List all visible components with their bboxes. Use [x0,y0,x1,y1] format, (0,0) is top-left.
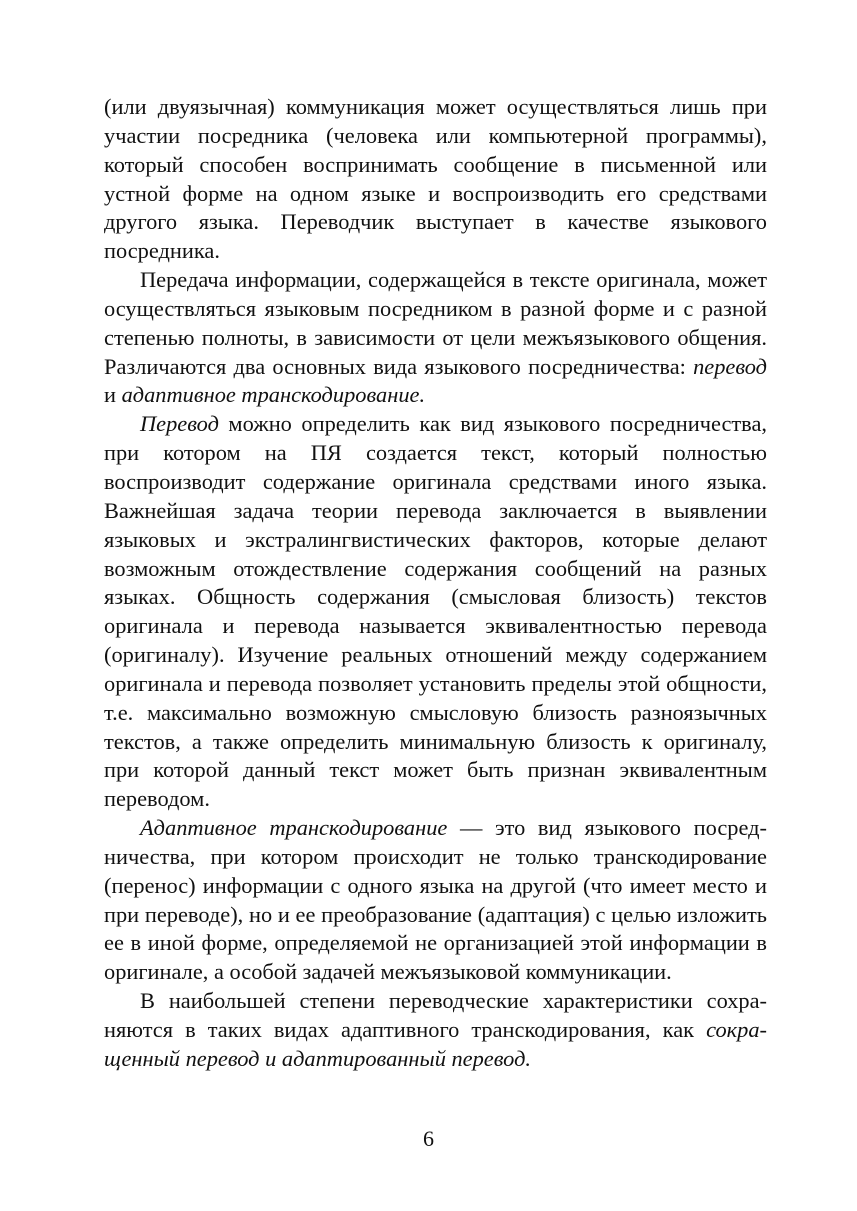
term-translation: перевод [693,353,767,379]
paragraph-text: Передача информации, содержащейся в тексте оригинала, может осуществляться языковым посредником в разной форме и с разной степенью полноты, в зависимости от цели межъязыкового общения. Различаются два основных вида языкового посредничества: [104,267,767,379]
paragraph-text: можно определить как вид языкового посредничества, при котором на ПЯ создается текст, который полностью воспроизводит содержание оригинала средствами иного языка. Важнейшая задача теории перевода заключается в выявлении языковых и экстралингвистических факторов, которые делают возможным отождествление содержания сообщений на разных языках. Общность содержания (смысловая близость) текстов оригинала и перевода называется эквивалентностью перевода (оригиналу). Изучение реальных отношений между содержанием оригинала и перевода позволяет установить пределы этой общности, т.е. максимально возможную смысловую близость разноязычных текстов, а также определить минимальную близость к оригиналу, при которой данный текст может быть признан эквивалентным переводом. [104,411,767,812]
paragraph-adaptive-transcoding-definition [104,814,767,987]
page-body [104,93,767,1074]
conjunction: и [104,382,122,408]
term-adaptive-transcoding: адаптивное транскодирование. [121,382,426,408]
term-adaptive-transcoding-lead: Адаптивное транскодирование [140,815,448,841]
paragraph-text: — это вид языкового посредничества, при котором происходит не только транскодирование (перенос) информации с одного языка на другой (что имеет место и при переводе), но и ее преобразование (адаптация) с целью изложить ее в иной форме, определяемой не организацией этой информации в оригинале, а особой задачей межъязыковой коммуникации. [104,815,767,985]
page-number: 6 [423,1126,434,1151]
paragraph-translation-characteristics [104,987,767,1074]
paragraph-continued: (или двуязычная) коммуникация может осуществляться лишь при участии посредника (человека или компьютерной программы), который способен воспринимать сообщение в письменной или устной форме на одном языке и воспроизводить его средствами другого языка. Переводчик выступает в качестве языкового посредника. [104,94,767,264]
term-translation-lead: Перевод [140,411,219,437]
paragraph-text: В наибольшей степени переводческие характеристики сохраняются в таких видах адаптивного транскодирования, как [104,988,767,1042]
term-abridged-adapted-translation: сокращенный перевод и адаптированный перевод. [104,1017,767,1071]
paragraph-translation-definition [104,410,767,814]
paragraph-information-transfer [104,266,767,410]
